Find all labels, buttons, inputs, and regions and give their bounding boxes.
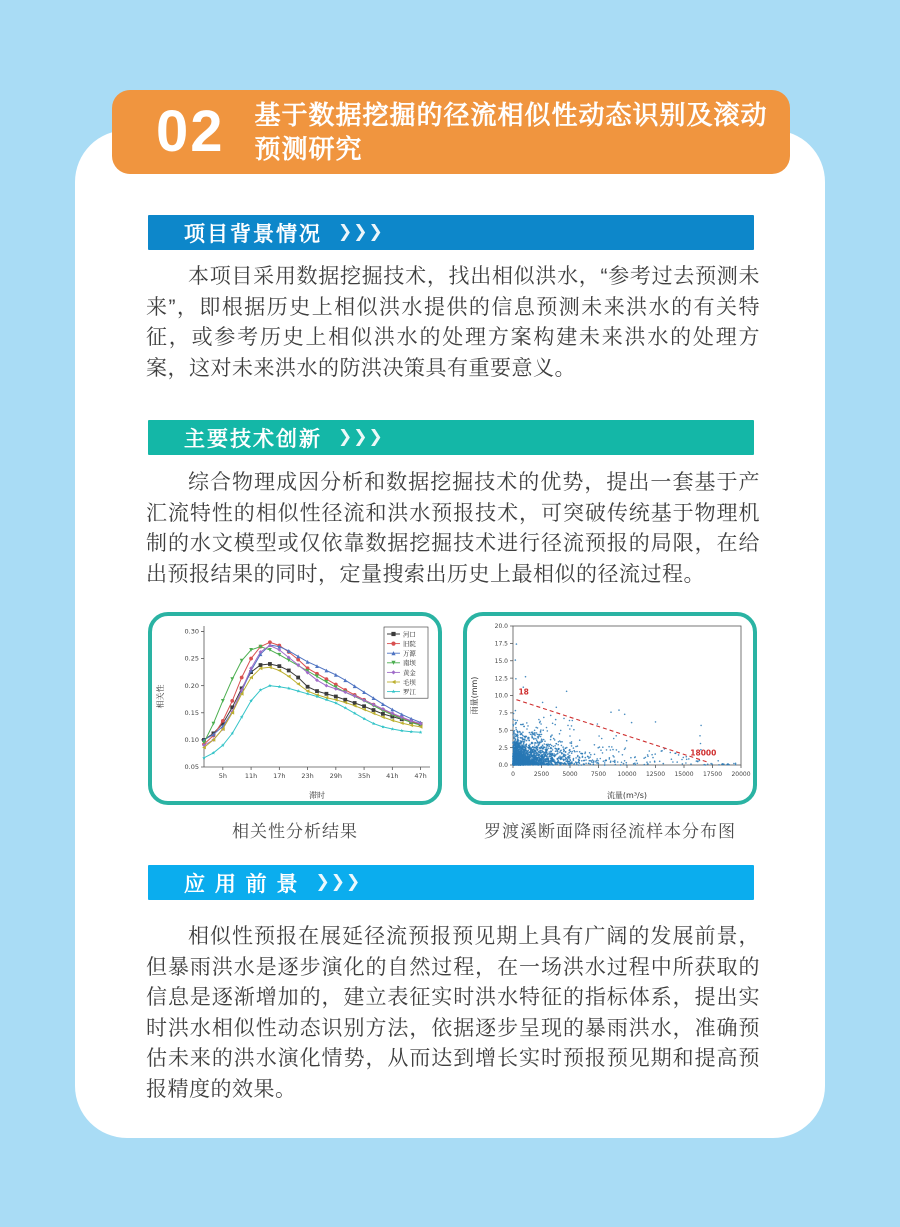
svg-text:12500: 12500 (645, 771, 666, 778)
svg-text:南坝: 南坝 (403, 659, 416, 668)
rain-runoff-scatter-chart (467, 616, 753, 801)
section-bar-background (148, 215, 754, 250)
svg-text:黄金: 黄金 (403, 668, 416, 677)
svg-text:10000: 10000 (617, 771, 637, 778)
chevron-arrows-icon: ❯❯❯ (338, 221, 384, 241)
svg-text:12.5: 12.5 (494, 675, 508, 683)
svg-text:0.0: 0.0 (498, 762, 508, 770)
svg-text:11h: 11h (244, 772, 258, 780)
svg-text:41h: 41h (386, 772, 399, 780)
svg-text:罗江: 罗江 (403, 688, 416, 696)
svg-text:15.0: 15.0 (494, 657, 508, 665)
svg-text:0.25: 0.25 (184, 654, 199, 663)
svg-text:滞时: 滞时 (309, 791, 325, 800)
svg-text:7.5: 7.5 (498, 710, 508, 718)
svg-text:35h: 35h (357, 772, 371, 780)
correlation-line-chart (152, 616, 438, 801)
svg-text:23h: 23h (301, 772, 314, 780)
section-label-background: 项目背景情况 (184, 222, 322, 246)
figure-panel-scatter (463, 612, 757, 805)
section-number: 02 (156, 99, 225, 164)
section-label-innovation: 主要技术创新 (184, 427, 322, 451)
svg-text:10.0: 10.0 (494, 692, 508, 700)
figure-panel-correlation (148, 612, 442, 805)
paragraph-prospect: 相似性预报在展延径流预报预见期上具有广阔的发展前景，但暴雨洪水是逐步演化的自然过程，在一场洪水过程中所获取的信息是逐渐增加的，建立表征实时洪水特征的指标体系，提出实时洪水相似性动态识别方法，依据逐步呈现的暴雨洪水，准确预估未来的洪水演化情势，从而达到增长实时预报预见期和提高预报精度的效果。 (146, 925, 760, 1101)
section-label-prospect: 应 用 前 景 (184, 872, 300, 896)
svg-text:20000: 20000 (731, 771, 751, 778)
svg-text:29h: 29h (329, 772, 343, 780)
svg-text:0.05: 0.05 (184, 763, 199, 772)
svg-text:2.5: 2.5 (498, 744, 508, 752)
svg-text:0.20: 0.20 (184, 681, 199, 690)
svg-text:5000: 5000 (562, 771, 578, 778)
svg-text:17h: 17h (273, 772, 286, 780)
paragraph-background: 本项目采用数据挖掘技术，找出相似洪水，“参考过去预测未来”，即根据历史上相似洪水提供的信息预测未来洪水的有关特征，或参考历史上相似洪水的处理方案构建未来洪水的处理方案，这对未来洪水的防洪决策具有重要意义。 (146, 265, 760, 380)
svg-text:7500: 7500 (590, 771, 607, 778)
svg-text:0.10: 0.10 (184, 736, 199, 745)
svg-text:18: 18 (518, 687, 529, 697)
svg-text:0.30: 0.30 (184, 627, 199, 636)
section-bar-prospect (148, 865, 754, 900)
svg-text:47h: 47h (414, 772, 427, 780)
svg-text:18000: 18000 (690, 748, 717, 758)
svg-text:17.5: 17.5 (494, 640, 508, 648)
svg-text:0: 0 (511, 771, 515, 778)
figure-caption-correlation: 相关性分析结果 (232, 822, 358, 841)
header-banner (112, 90, 790, 174)
svg-text:5.0: 5.0 (498, 727, 508, 735)
svg-text:5h: 5h (218, 772, 227, 780)
svg-text:流量(m³/s): 流量(m³/s) (606, 791, 648, 800)
svg-text:河口: 河口 (403, 630, 416, 639)
svg-text:15000: 15000 (674, 771, 694, 778)
svg-text:0.15: 0.15 (184, 708, 199, 717)
chevron-arrows-icon: ❯❯❯ (338, 426, 384, 446)
svg-text:旧院: 旧院 (403, 640, 416, 648)
svg-text:万源: 万源 (403, 649, 416, 658)
svg-text:毛坝: 毛坝 (403, 678, 416, 687)
section-bar-innovation (148, 420, 754, 455)
svg-text:相关性: 相关性 (156, 684, 165, 709)
svg-text:雨量(mm): 雨量(mm) (470, 676, 479, 715)
svg-text:20.0: 20.0 (494, 623, 508, 631)
chevron-arrows-icon: ❯❯❯ (315, 871, 362, 891)
paragraph-innovation: 综合物理成因分析和数据挖掘技术的优势，提出一套基于产汇流特性的相似性径流和洪水预报技术，可突破传统基于物理机制的水文模型或仅依靠数据挖掘技术进行径流预报的局限，在给出预报结果的同时，定量搜索出历史上最相似的径流过程。 (146, 471, 760, 586)
svg-text:2500: 2500 (533, 771, 550, 778)
figure-caption-scatter: 罗渡溪断面降雨径流样本分布图 (484, 822, 736, 841)
svg-text:17500: 17500 (702, 771, 723, 778)
page-title: 基于数据挖掘的径流相似性动态识别及滚动预测研究 (254, 100, 768, 164)
